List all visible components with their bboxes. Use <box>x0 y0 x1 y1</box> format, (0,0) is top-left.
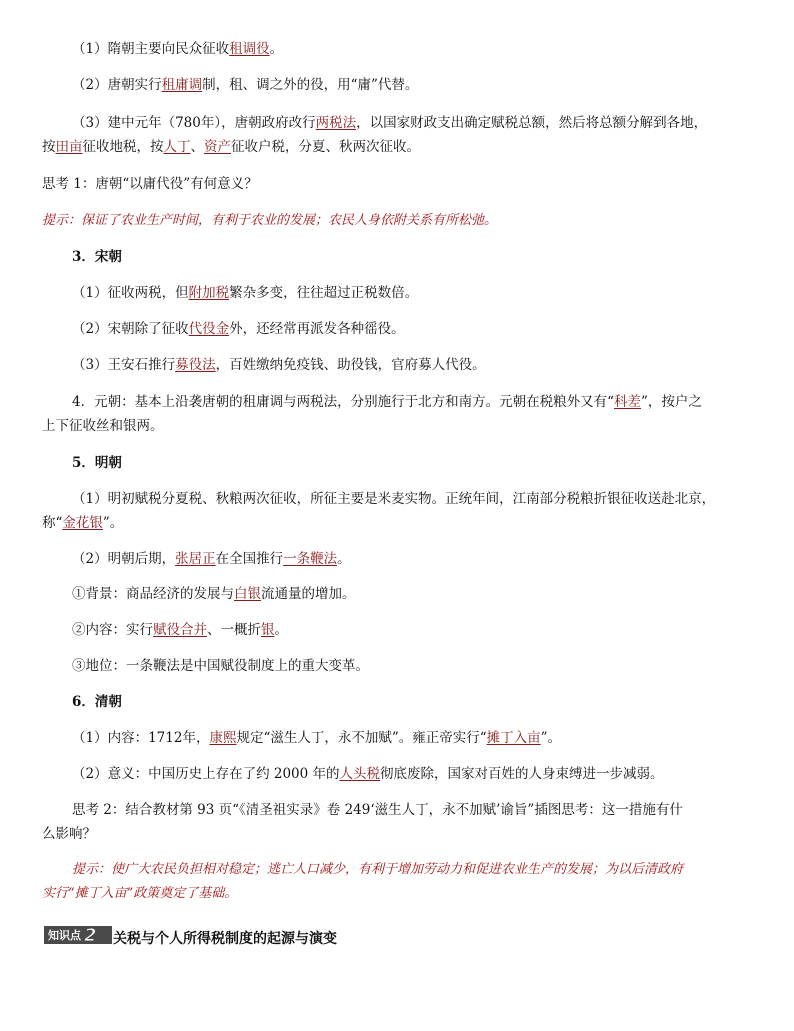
text: ①背景：商品经济的发展与 <box>72 586 234 602</box>
line-ming-1b <box>42 510 754 536</box>
text: 在全国推行 <box>215 551 284 567</box>
text: （1）征收两税，但 <box>72 285 189 301</box>
text: （2）唐朝实行 <box>72 77 162 93</box>
text: ”。 <box>102 515 124 531</box>
badge-label: 知识点 <box>48 929 81 942</box>
key-term: 人头税 <box>339 766 381 782</box>
text: 4．元朝：基本上沿袭唐朝的租庸调与两税法，分别施行于北方和南方。元朝在税粮外又有“ <box>72 394 614 410</box>
question-1: 思考 1：唐朝“以庸代役”有何意义？ <box>42 176 258 192</box>
key-term: 科差 <box>614 394 641 410</box>
key-term: 租庸调 <box>161 77 203 93</box>
question-2a: 思考 2：结合教材第 93 页“《清圣祖实录》卷 249‘滋生人丁，永不加赋’谕旨”插图思考：这一措施有什 <box>72 802 683 818</box>
text: 。 <box>274 622 288 638</box>
text: 、 <box>190 139 204 155</box>
line-song-2 <box>72 316 754 342</box>
key-term: 金花银 <box>62 515 103 531</box>
text: 按 <box>42 139 56 155</box>
key-term: 募役法 <box>175 357 216 373</box>
key-term: 资产 <box>204 139 231 155</box>
text: 外，还经常再派发各种徭役。 <box>229 321 405 337</box>
text: （2）意义：中国历史上存在了约 2000 年的 <box>72 766 340 782</box>
text: 规定“滋生人丁，永不加赋”。雍正帝实行“ <box>236 730 487 746</box>
text: ②内容：实行 <box>72 622 153 638</box>
section-title: 关税与个人所得税制度的起源与演变 <box>113 931 337 947</box>
text: 。 <box>269 41 284 57</box>
line-ming-1a: （1）明初赋税分夏税、秋粮两次征收，所征主要是米麦实物。正统年间，江南部分税粮折银征收送赴北京， <box>72 491 716 507</box>
heading-qing: 6．清朝 <box>72 694 122 710</box>
text: （3）建中元年（780年），唐朝政府改行 <box>72 115 316 131</box>
line-song-1 <box>72 280 754 306</box>
text: 征收户税，分夏、秋两次征收。 <box>231 139 420 155</box>
text: 繁杂多变，往往超过正税数倍。 <box>229 285 419 301</box>
line-song-3 <box>72 352 754 378</box>
knowledge-point-badge <box>44 926 112 944</box>
heading-ming: 5．明朝 <box>72 455 122 471</box>
text: ，百姓缴纳免疫钱、助役钱，官府募人代役。 <box>215 357 486 373</box>
line-ming-content <box>72 617 754 643</box>
question-2b: 么影响？ <box>42 826 96 842</box>
text: 称“ <box>42 515 63 531</box>
line-sui <box>72 36 754 62</box>
text: （2）明朝后期， <box>72 551 176 567</box>
line-yuan-a <box>72 389 754 415</box>
text: 彻底废除，国家对百姓的人身束缚进一步减弱。 <box>380 766 664 782</box>
key-term: 摊丁入亩 <box>486 730 541 746</box>
text: 制，租、调之外的役，用“庸”代替。 <box>202 77 419 93</box>
heading-song: 3．宋朝 <box>72 249 122 265</box>
line-ming-background <box>72 581 754 607</box>
key-term: 白银 <box>234 586 261 602</box>
hint-2b: 实行“摊丁入亩”政策奠定了基础。 <box>42 886 238 901</box>
hint-2a: 提示：使广大农民负担相对稳定；逃亡人口减少，有利于增加劳动力和促进农业生产的发展；为以后清政府 <box>72 862 684 877</box>
text: （2）宋朝除了征收 <box>72 321 189 337</box>
key-term: 附加税 <box>188 285 230 301</box>
key-term: 赋役合并 <box>153 622 207 638</box>
text: ”，按户之 <box>641 394 702 410</box>
line-ming-status: ③地位：一条鞭法是中国赋役制度上的重大变革。 <box>72 658 369 674</box>
text: 征收地税，按 <box>82 139 164 155</box>
line-yuan-b: 上下征收丝和银两。 <box>42 418 164 434</box>
key-term: 康熙 <box>209 730 237 746</box>
line-tang-2a <box>72 110 754 136</box>
line-tang-1 <box>72 72 754 98</box>
text: （1）隋朝主要向民众征收 <box>72 41 230 57</box>
text: ，以国家财政支出确定赋税总额，然后将总额分解到各地， <box>356 115 708 131</box>
key-term: 两税法 <box>315 115 357 131</box>
text: （1）内容：1712年， <box>72 730 210 746</box>
text: 、一概折 <box>207 622 261 638</box>
hint-1: 提示：保证了农业生产时间，有利于农业的发展；农民人身依附关系有所松弛。 <box>42 213 498 228</box>
line-qing-1 <box>72 725 754 751</box>
text: ”。 <box>540 730 562 746</box>
line-tang-2b <box>42 134 754 160</box>
line-qing-2 <box>72 761 754 787</box>
key-term: 田亩 <box>55 139 83 155</box>
key-term: 张居正 <box>175 551 216 567</box>
key-term: 银 <box>261 622 275 638</box>
text: （3）王安石推行 <box>72 357 176 373</box>
line-ming-2 <box>72 546 754 572</box>
badge-number: 2 <box>84 924 97 946</box>
text: 。 <box>337 551 351 567</box>
text: 流通量的增加。 <box>261 586 356 602</box>
key-term: 租调役 <box>229 41 270 57</box>
key-term: 代役金 <box>188 321 230 337</box>
key-term: 一条鞭法 <box>283 551 338 567</box>
key-term: 人丁 <box>163 139 191 155</box>
